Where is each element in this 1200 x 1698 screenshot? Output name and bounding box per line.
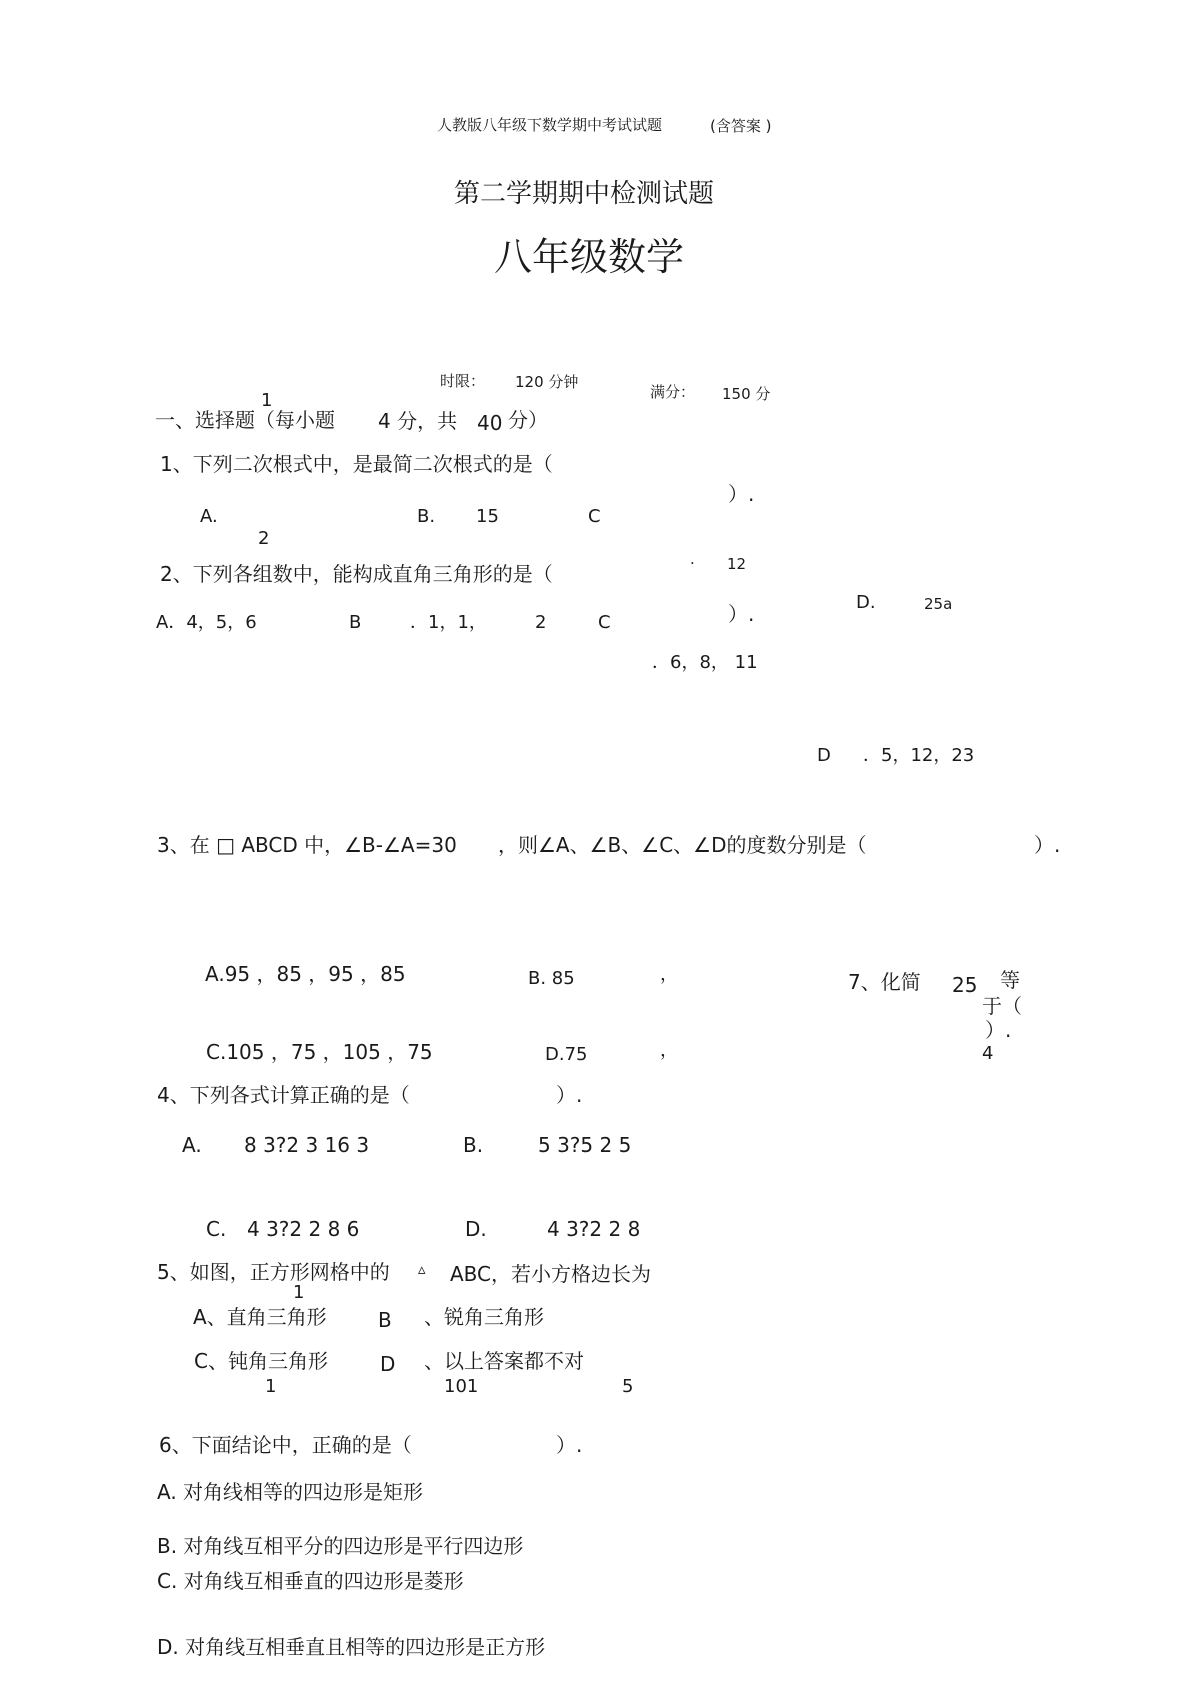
exam-title: 第二学期期中检测试题: [454, 179, 715, 209]
q1-stem: 1、下列二次根式中，是最简二次根式的是（: [160, 452, 553, 476]
q6-option-c: C. 对角线互相垂直的四边形是菱形: [157, 1569, 464, 1593]
q2-option-a: A．4，5，6: [156, 612, 257, 633]
section-total: 40: [477, 411, 503, 435]
section-total-end: 分）: [508, 408, 548, 432]
q5-option-d-value: 、以上答案都不对: [424, 1349, 584, 1373]
q3-option-d: D.75: [545, 1044, 588, 1065]
score-label: 满分：: [650, 383, 696, 401]
top-note: 人教版八年级下数学期中考试试题: [437, 116, 663, 134]
q2-option-c: C: [598, 612, 611, 633]
q7-denominator: 4: [982, 1043, 994, 1064]
q4-stem: 4、下列各式计算正确的是（: [157, 1083, 410, 1107]
q3-option-b: B. 85: [528, 968, 575, 989]
q4-option-c: C.: [206, 1217, 227, 1241]
q4-close: ）.: [556, 1083, 583, 1107]
q4-option-b: B.: [463, 1133, 484, 1157]
q5-number-5: 5: [622, 1376, 634, 1397]
section-small-number: 1: [261, 390, 273, 411]
q5-number-101: 101: [444, 1376, 479, 1397]
top-note-paren: (含答案 ): [710, 117, 772, 135]
q5-option-b-value: 、锐角三角形: [424, 1305, 544, 1329]
q5-option-b: B: [378, 1308, 392, 1332]
q1-option-b-value: 15: [476, 506, 499, 527]
q6-option-a: A. 对角线相等的四边形是矩形: [157, 1480, 424, 1504]
q2-option-d-value: ．5，12，23: [863, 745, 975, 766]
q1-option-a-value: 2: [258, 528, 270, 549]
q7-numerator: 25: [952, 973, 978, 997]
q4-option-b-value: 5 3?5 2 5: [538, 1133, 632, 1157]
q3-stem-2: ，则∠A、∠B、∠C、∠D的度数分别是（: [498, 833, 867, 857]
q1-option-c: C: [588, 506, 601, 527]
q6-stem: 6、下面结论中，正确的是（: [159, 1433, 412, 1457]
q2-close: ）.: [728, 602, 755, 626]
section-per-points: 4 分，共: [378, 409, 458, 433]
q2-option-b-value2: 2: [535, 612, 547, 633]
q4-option-d-value: 4 3?2 2 8: [547, 1217, 641, 1241]
q3-option-b-comma: ，: [660, 964, 678, 985]
q4-option-a-value: 8 3?2 3 16 3: [244, 1133, 370, 1157]
q5-option-a: A、直角三角形: [193, 1305, 327, 1329]
q1-option-a: A.: [200, 506, 218, 527]
q2-option-b: B: [349, 612, 362, 633]
q4-option-d: D.: [465, 1217, 487, 1241]
q3-option-d-comma: ，: [660, 1040, 678, 1061]
q3-close: ）.: [1034, 833, 1061, 857]
q5-triangle-symbol: ▵: [418, 1260, 426, 1278]
q3-option-c: C.105 ，75 ，105 ，75: [206, 1040, 433, 1064]
q2-option-b-value: ．1，1，: [410, 612, 487, 633]
q2-option-d: D: [817, 745, 831, 766]
q5-abc: ABC，若小方格边长为: [450, 1262, 652, 1286]
q7-eq-2: 于（: [982, 994, 1022, 1018]
q4-option-a: A.: [182, 1133, 202, 1157]
q1-option-c-value: 12: [727, 555, 747, 573]
q5-stem: 5、如图，正方形网格中的: [157, 1260, 390, 1284]
score-value: 150 分: [722, 385, 771, 403]
q3-stem: 3、在 □ ABCD 中，∠B-∠A=30: [157, 833, 457, 857]
q1-option-d-value: 25a: [924, 595, 953, 613]
q1-option-c-dot: .: [690, 550, 695, 568]
q5-small-number: 1: [293, 1282, 305, 1303]
q6-option-b: B. 对角线互相平分的四边形是平行四边形: [157, 1534, 524, 1558]
q4-option-c-value: 4 3?2 2 8 6: [247, 1217, 360, 1241]
q2-option-c-value: ．6，8， 11: [652, 652, 758, 673]
q7-stem: 7、化简: [848, 970, 921, 994]
q7-close: ）.: [985, 1018, 1012, 1042]
exam-subtitle: 八年级数学: [494, 235, 685, 279]
q5-option-d: D: [380, 1352, 396, 1376]
q1-option-d: D.: [856, 592, 876, 613]
q6-option-d: D. 对角线互相垂直且相等的四边形是正方形: [157, 1635, 546, 1659]
time-value: 120 分钟: [515, 373, 579, 391]
section-heading: 一、选择题（每小题: [155, 408, 335, 432]
q3-option-a: A.95 ，85 ，95 ，85: [205, 962, 406, 986]
q5-number-1: 1: [265, 1376, 277, 1397]
q1-option-b: B.: [417, 506, 436, 527]
q6-close: ）.: [556, 1433, 583, 1457]
q1-close: ）.: [728, 482, 755, 506]
q7-eq: 等: [1000, 968, 1020, 992]
q2-stem: 2、下列各组数中，能构成直角三角形的是（: [160, 562, 553, 586]
q5-option-c: C、钝角三角形: [194, 1349, 328, 1373]
time-label: 时限：: [440, 372, 486, 390]
